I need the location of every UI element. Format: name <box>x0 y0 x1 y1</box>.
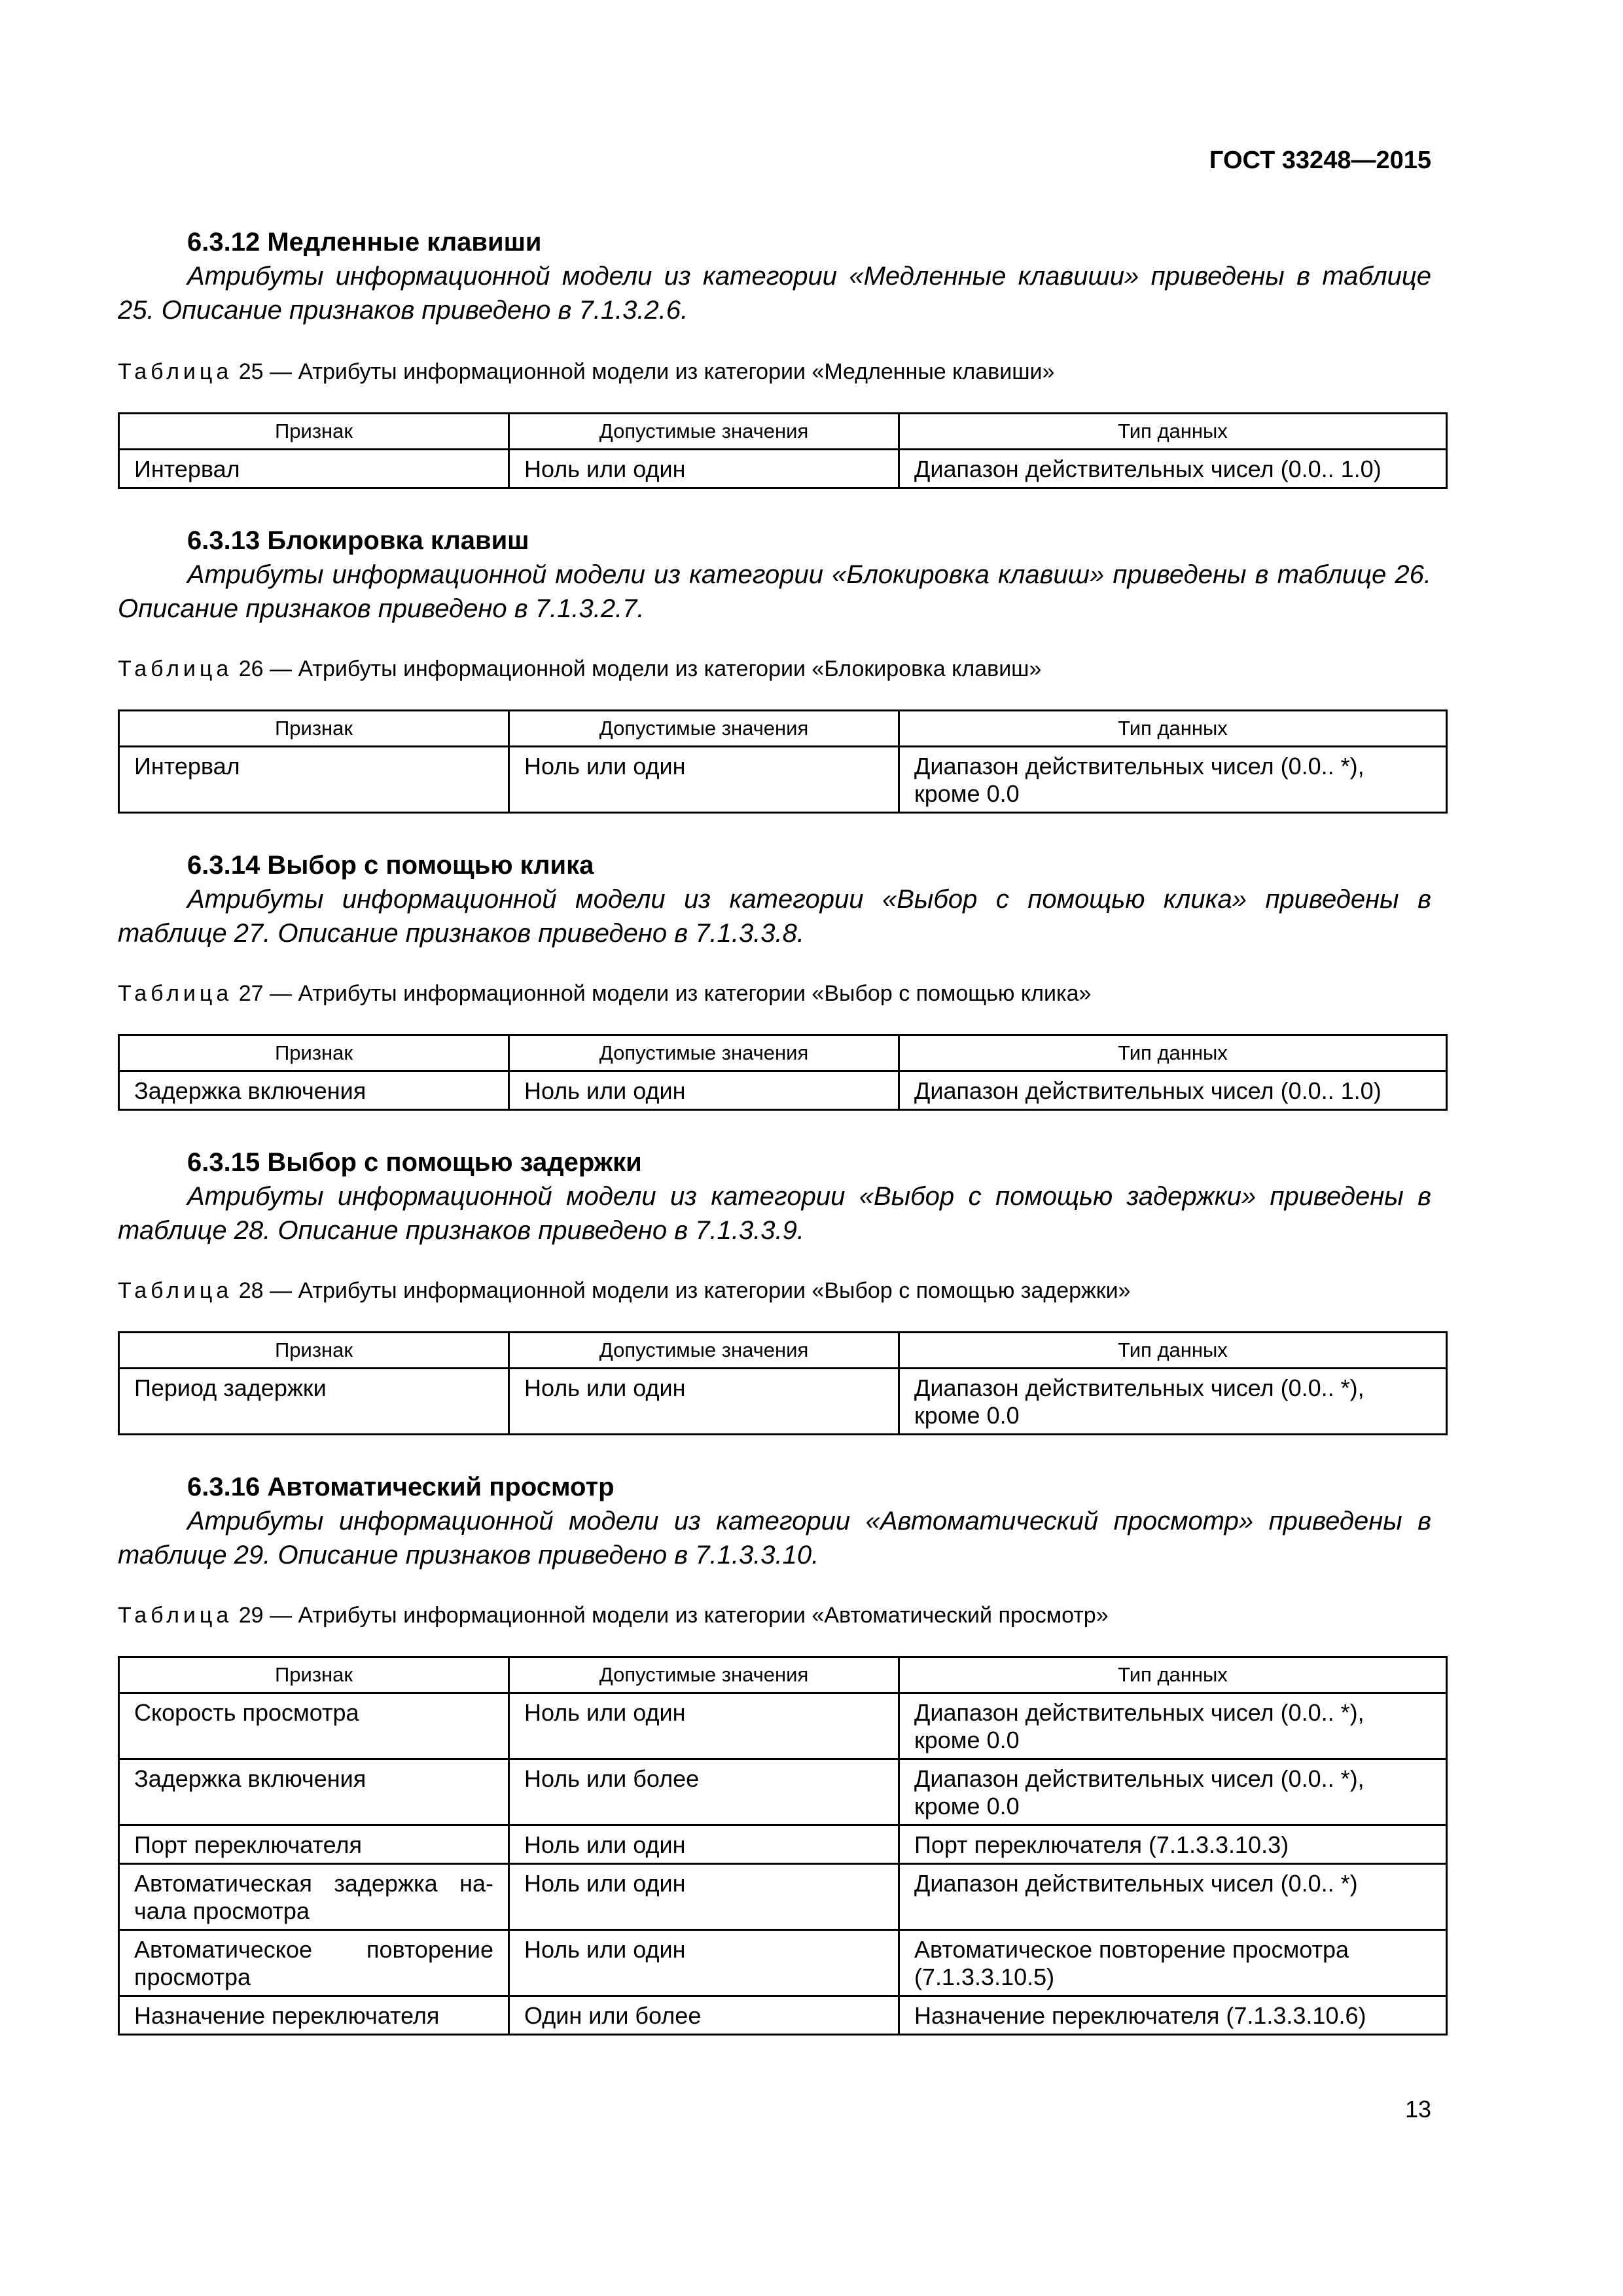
table-header-row <box>119 1657 1447 1693</box>
section-text: Атрибуты информационной модели из категории «Выбор с помощью клика» приведены в таблице 27. Описание признаков приведено в 7.1.3.3.8. <box>118 885 1431 948</box>
column-header: Тип данных <box>899 1657 1447 1693</box>
table-header-row <box>119 1035 1447 1071</box>
attributes-table <box>118 709 1448 814</box>
section-text: Атрибуты информационной модели из категории «Блокировка клавиш» приведены в таблице 26. Описание признаков приведено в 7.1.3.2.7. <box>118 560 1431 623</box>
column-header: Допустимые значения <box>509 1333 899 1369</box>
attributes-table <box>118 1331 1448 1435</box>
column-header: Признак <box>119 414 509 450</box>
table-row <box>119 1825 1447 1864</box>
section-6-3-13 <box>118 524 1431 626</box>
attributes-table <box>118 1034 1448 1111</box>
section-text: Атрибуты информационной модели из категории «Автоматический просмотр» приведены в таблице 29. Описание признаков приведено в 7.1.3.3.10. <box>118 1507 1431 1570</box>
table-caption <box>118 1601 1431 1630</box>
table-row <box>119 1759 1447 1825</box>
table-cell: Ноль или один <box>509 1369 899 1435</box>
table-cell: Интервал <box>119 450 509 488</box>
table-cell: Диапазон действительных чисел (0.0.. 1.0) <box>899 450 1447 488</box>
table-cell: Задержка включения <box>119 1071 509 1110</box>
column-header: Признак <box>119 711 509 747</box>
caption-text: 28 — Атрибуты информационной модели из категории «Выбор с помощью задержки» <box>238 1278 1131 1303</box>
column-header: Тип данных <box>899 414 1447 450</box>
table-cell: Диапазон действительных чисел (0.0.. *) <box>899 1864 1447 1930</box>
table-29-block <box>118 1601 1431 2036</box>
caption-word: Таблица <box>118 359 233 384</box>
table-cell: Задержка включения <box>119 1759 509 1825</box>
caption-word: Таблица <box>118 1603 233 1628</box>
table-header-row <box>119 1333 1447 1369</box>
table-cell: Период задержки <box>119 1369 509 1435</box>
column-header: Тип данных <box>899 711 1447 747</box>
table-25-block <box>118 357 1431 489</box>
section-heading: 6.3.16 Автоматический просмотр <box>187 1473 615 1501</box>
caption-word: Таблица <box>118 1278 233 1303</box>
table-cell: Диапазон действительных чисел (0.0.. *), кроме 0.0 <box>899 1369 1447 1435</box>
table-cell: Ноль или один <box>509 1071 899 1110</box>
table-row <box>119 1996 1447 2035</box>
section-6-3-14 <box>118 848 1431 950</box>
table-row <box>119 1071 1447 1110</box>
attributes-table <box>118 412 1448 489</box>
table-cell: Один или более <box>509 1996 899 2035</box>
section-6-3-15 <box>118 1145 1431 1247</box>
table-cell: Назначение переключателя <box>119 1996 509 2035</box>
column-header: Тип данных <box>899 1035 1447 1071</box>
section-6-3-12 <box>118 225 1431 327</box>
section-text: Атрибуты информационной модели из категории «Медленные клавиши» приведены в таблице 25. Описание признаков приведено в 7.1.3.2.6. <box>118 262 1431 325</box>
attributes-table <box>118 1656 1448 2036</box>
section-heading: 6.3.15 Выбор с помощью задержки <box>187 1148 642 1177</box>
table-header-row <box>119 414 1447 450</box>
document-code: ГОСТ 33248—2015 <box>1209 147 1431 174</box>
column-header: Признак <box>119 1333 509 1369</box>
table-28-block <box>118 1276 1431 1435</box>
caption-word: Таблица <box>118 981 233 1006</box>
column-header: Признак <box>119 1035 509 1071</box>
table-cell: Ноль или один <box>509 450 899 488</box>
table-cell: Диапазон действительных чисел (0.0.. 1.0) <box>899 1071 1447 1110</box>
section-heading: 6.3.14 Выбор с помощью клика <box>187 851 594 880</box>
table-cell: Интервал <box>119 747 509 813</box>
table-cell: Назначение переключателя (7.1.3.3.10.6) <box>899 1996 1447 2035</box>
section-heading: 6.3.12 Медленные клавиши <box>187 228 542 257</box>
column-header: Допустимые значения <box>509 1035 899 1071</box>
caption-text: 29 — Атрибуты информационной модели из категории «Автоматический просмотр» <box>238 1603 1109 1628</box>
table-row <box>119 1864 1447 1930</box>
table-cell: Диапазон действительных чисел (0.0.. *), кроме 0.0 <box>899 1693 1447 1759</box>
table-row <box>119 747 1447 813</box>
column-header: Тип данных <box>899 1333 1447 1369</box>
table-26-block <box>118 655 1431 814</box>
table-cell: Ноль или один <box>509 1864 899 1930</box>
table-row <box>119 450 1447 488</box>
caption-text: 25 — Атрибуты информационной модели из категории «Медленные клавиши» <box>238 359 1055 384</box>
table-27-block <box>118 979 1431 1111</box>
table-caption <box>118 1276 1431 1305</box>
table-caption <box>118 979 1431 1008</box>
table-cell: Порт переключателя (7.1.3.3.10.3) <box>899 1825 1447 1864</box>
table-cell: Диапазон действительных чисел (0.0.. *), кроме 0.0 <box>899 747 1447 813</box>
column-header: Допустимые значения <box>509 1657 899 1693</box>
table-cell: Ноль или более <box>509 1759 899 1825</box>
table-cell: Диапазон действительных чисел (0.0.. *), кроме 0.0 <box>899 1759 1447 1825</box>
table-row <box>119 1369 1447 1435</box>
table-cell: Порт переключателя <box>119 1825 509 1864</box>
table-cell: Ноль или один <box>509 1825 899 1864</box>
caption-text: 26 — Атрибуты информационной модели из категории «Блокировка клавиш» <box>238 656 1042 681</box>
caption-word: Таблица <box>118 656 233 681</box>
table-row <box>119 1693 1447 1759</box>
table-cell: Ноль или один <box>509 1930 899 1996</box>
table-caption <box>118 655 1431 683</box>
caption-text: 27 — Атрибуты информационной модели из категории «Выбор с помощью клика» <box>238 981 1092 1006</box>
column-header: Допустимые значения <box>509 711 899 747</box>
table-cell: Автоматическое повторение просмотра <box>119 1930 509 1996</box>
table-caption <box>118 357 1431 386</box>
table-cell: Автоматическая задержка на-чала просмотра <box>119 1864 509 1930</box>
table-cell: Скорость просмотра <box>119 1693 509 1759</box>
table-header-row <box>119 711 1447 747</box>
table-row <box>119 1930 1447 1996</box>
column-header: Признак <box>119 1657 509 1693</box>
column-header: Допустимые значения <box>509 414 899 450</box>
table-cell: Автоматическое повторение просмотра (7.1.3.3.10.5) <box>899 1930 1447 1996</box>
page-number: 13 <box>1404 2096 1431 2123</box>
section-heading: 6.3.13 Блокировка клавиш <box>187 526 529 555</box>
section-text: Атрибуты информационной модели из категории «Выбор с помощью задержки» приведены в таблице 28. Описание признаков приведено в 7.1.3.3.9. <box>118 1182 1431 1245</box>
table-cell: Ноль или один <box>509 1693 899 1759</box>
table-cell: Ноль или один <box>509 747 899 813</box>
section-6-3-16 <box>118 1470 1431 1572</box>
